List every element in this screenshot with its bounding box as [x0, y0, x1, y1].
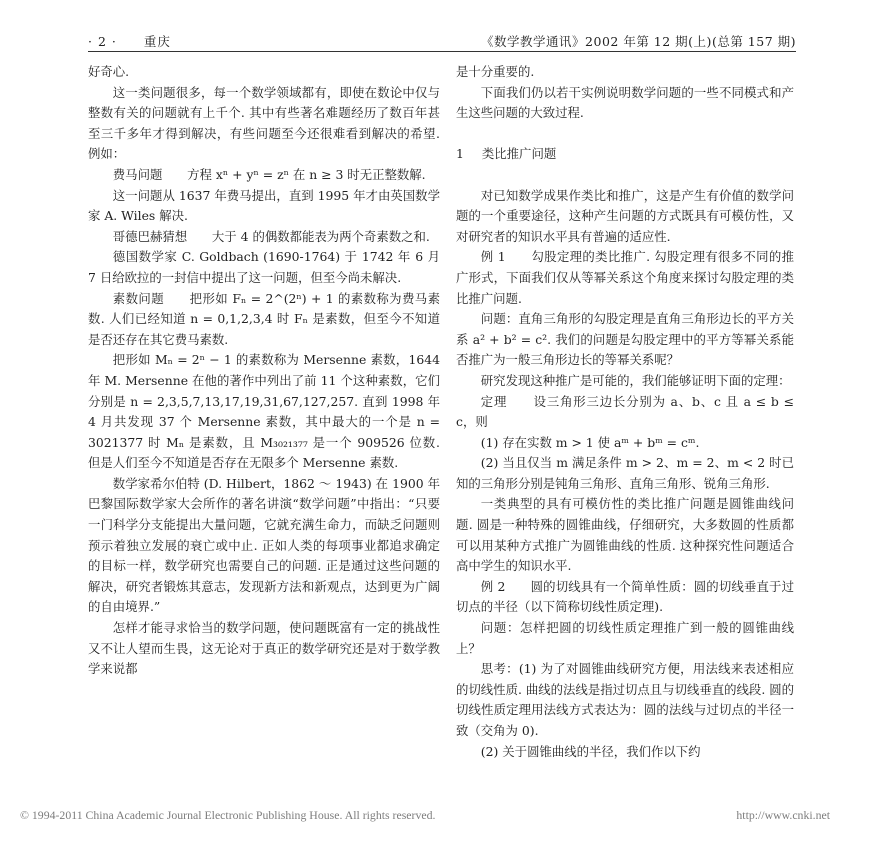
- section-number: 1: [456, 146, 464, 162]
- theorem: 定理 设三角形三边长分别为 a、b、c 且 a ≤ b ≤ c，则: [456, 393, 794, 430]
- theorem-item: (1) 存在实数 m > 1 使 aᵐ + bᵐ = cᵐ.: [480, 434, 700, 450]
- paragraph: (2) 关于圆锥曲线的半径，我们作以下约: [480, 743, 701, 759]
- header-left: [88, 32, 171, 50]
- paragraph: 德国数学家 C. Goldbach (1690-1764) 于 1742 年 6 月 7 日给欧拉的一封信中提出了这一问题，但至今尚未解决.: [88, 249, 440, 285]
- paragraph: 例 1 勾股定理的类比推广. 勾股定理有很多不同的推广形式，下面我们仅从等幂关系这个角度来探讨勾股定理的类比推广问题.: [456, 249, 794, 306]
- left-column: [88, 62, 440, 680]
- paragraph: 研究发现这种推广是可能的，我们能够证明下面的定理：: [480, 372, 791, 388]
- copyright-notice: © 1994-2011 China Academic Journal Electronic Publishing House. All rights reserved.: [20, 808, 436, 822]
- section-heading: [456, 144, 794, 165]
- example: 例 2 圆的切线具有一个简单性质：圆的切线垂直于过切点的半径（以下简称切线性质定理).: [456, 578, 794, 615]
- header-city: 重庆: [143, 34, 171, 49]
- footer-url: http://www.cnki.net: [736, 808, 830, 822]
- page-header: [88, 30, 796, 52]
- paragraph: 下面我们仍以若干实例说明数学问题的一些不同模式和产生这些问题的大致过程.: [456, 84, 794, 121]
- right-column: [456, 62, 794, 762]
- paragraph: 一类典型的具有可模仿性的类比推广问题是圆锥曲线问题. 圆是一种特殊的圆锥曲线，仔细研究，大多数圆的性质都可以用某种方式推广为圆锥曲线的性质. 这种探究性问题适合高中学生的知识水平.: [456, 496, 794, 574]
- spacer: [456, 124, 794, 145]
- paragraph: 问题：直角三角形的勾股定理是直角三角形边长的平方关系 a² + b² = c². 我们的问题是勾股定理中的平方等幂关系能否推广为一般三角形边长的等幂关系呢？: [456, 311, 794, 368]
- paragraph: 好奇心.: [88, 64, 130, 79]
- journal-title: 《数学教学通讯》2002 年第 12 期(上)(总第 157 期): [481, 34, 796, 49]
- paragraph: 问题：怎样把圆的切线性质定理推广到一般的圆锥曲线上？: [456, 620, 794, 656]
- paragraph: 是十分重要的.: [456, 64, 535, 79]
- paragraph: 数学家希尔伯特 (D. Hilbert，1862 ～ 1943) 在 1900 年巴黎国际数学家大会所作的著名讲演“数学问题”中指出：“只要一门科学分支能提出大量问题，它就充满生命力，而缺乏问题则预示着独立发展的衰亡或中止. 正如人类的每项事业都追求确定的目标一样，数学研究也需要自己的问题. 正是通过这些问题的解决，研究者锻炼其意志，发现新方法和新观点，达到更为广阔的自由境界.”: [88, 475, 440, 615]
- paragraph: 费马问题 方程 xⁿ + yⁿ = zⁿ 在 n ≥ 3 时无正整数解.: [112, 166, 426, 182]
- paragraph: 怎样才能寻求恰当的数学问题，使问题既富有一定的挑战性又不让人望而生畏，这无论对于真正的数学研究还是对于数学教学来说都: [88, 620, 440, 677]
- paragraph: 素数问题 把形如 Fₙ = 2^(2ⁿ) + 1 的素数称为费马素数. 人们已经知道 n = 0,1,2,3,4 时 Fₙ 是素数，但至今不知道是否还存在其它费马素数.: [88, 290, 440, 347]
- page-number: · 2 ·: [88, 34, 117, 49]
- section-title: 类比推广问题: [481, 146, 557, 162]
- paragraph: 这一类问题很多，每一个数学领域都有，即使在数论中仅与整数有关的问题就有上千个. 其中有些著名难题经历了数百年甚至三千多年才得到解决，有些问题至今还很难看到解决的希望. 例如：: [88, 84, 440, 162]
- spacer: [456, 165, 794, 186]
- header-rule: [88, 51, 796, 52]
- paragraph: 思考：(1) 为了对圆锥曲线研究方便，用法线来表述相应的切线性质. 曲线的法线是指过切点且与切线垂直的线段. 圆的切线性质定理用法线方式表达为：圆的法线与过切点的半径一致（交角为 0).: [456, 661, 794, 738]
- theorem-item: (2) 当且仅当 m 满足条件 m > 2、m = 2、m < 2 时已知的三角形分别是钝角三角形、直角三角形、锐角三角形.: [456, 455, 794, 491]
- paragraph: 对已知数学成果作类比和推广，这是产生有价值的数学问题的一个重要途径，这种产生问题的方式既具有可模仿性，又对研究者的知识水平具有普遍的适应性.: [456, 187, 794, 244]
- paragraph: 这一问题从 1637 年费马提出，直到 1995 年才由英国数学家 A. Wiles 解决.: [88, 187, 440, 224]
- paragraph: 哥德巴赫猜想 大于 4 的偶数都能表为两个奇素数之和.: [112, 228, 430, 244]
- paragraph: 把形如 Mₙ = 2ⁿ − 1 的素数称为 Mersenne 素数，1644 年 M. Mersenne 在他的著作中列出了前 11 个这种素数，它们分别是 n = 2,3,5,7,13,17,19,31,67,127,257. 直到 1998 年 4 月共发现 37 个 Mersenne 素数，其中最大的一个是 n = 3021377 时 Mₙ 是素数，且 M₃₀₂₁₃₇₇ 是一个 909526 位数. 但是人们至今不知道是否存在无限多个 Mersenne 素数.: [88, 352, 440, 471]
